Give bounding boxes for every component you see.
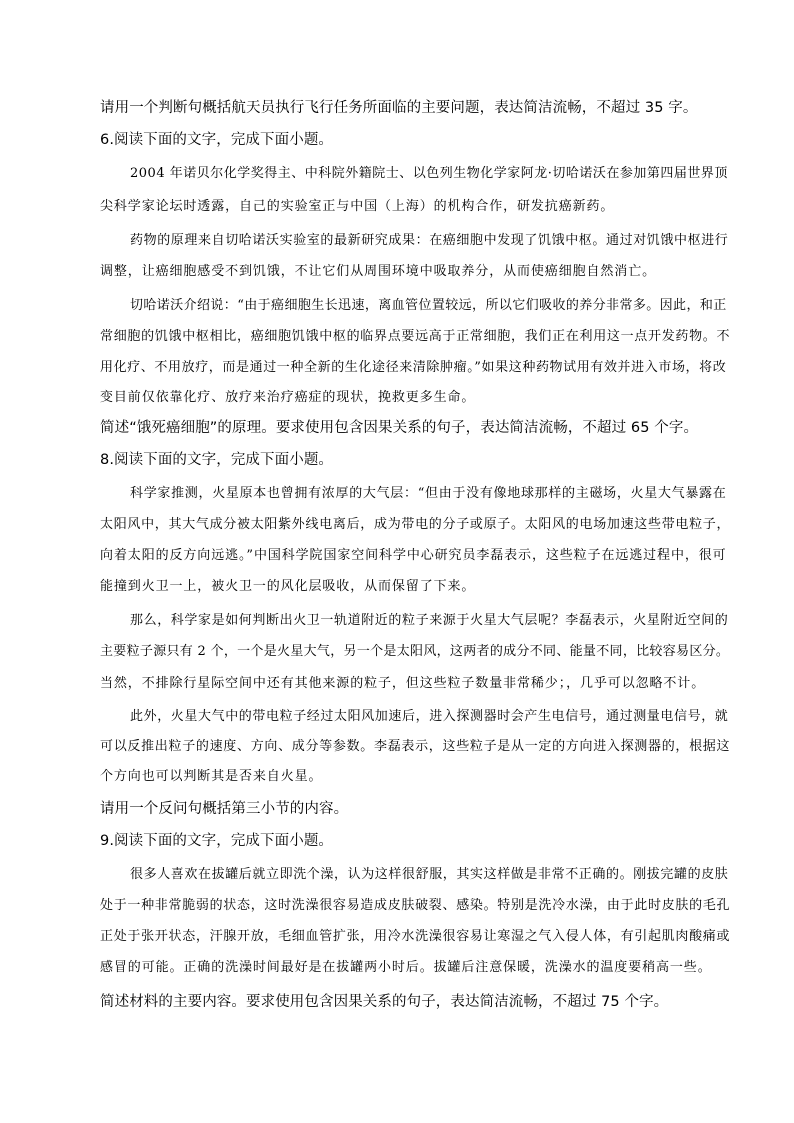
passage8-p1-line3: 向着太阳的反方向远逃。”中国科学院国家空间科学中心研究员李磊表示，这些粒子在远逃过程中，很可 — [100, 548, 727, 563]
q8-heading: 8.阅读下面的文字，完成下面小题。 — [100, 452, 334, 468]
passage9-p1-line3: 正处于张开状态，汗腺开放，毛细血管扩张，用冷水洗澡很容易让寒湿之气入侵人体，有引起肌肉酸痛或 — [100, 929, 731, 944]
q8-prompt: 请用一个反问句概括第三小节的内容。 — [100, 801, 349, 817]
q6-prompt: 简述“饿死癌细胞”的原理。要求使用包含因果关系的句子，表达简洁流畅，不超过 65 个字。 — [100, 420, 699, 436]
passage6-p1-line1: 2004 年诺贝尔化学奖得主、中科院外籍院士、以色列生物化学家阿龙·切哈诺沃在参加第四届世界顶 — [130, 166, 728, 181]
passage8-p2-line3: 当然，不排除行星际空间中还有其他来源的粒子，但这些粒子数量非常稀少；，几乎可以忽略不计。 — [100, 676, 706, 691]
passage9-p1-line1: 很多人喜欢在拔罐后就立即洗个澡，认为这样很舒服，其实这样做是非常不正确的。刚拔完罐的皮肤 — [130, 867, 729, 882]
passage8-p3-line1: 此外，火星大气中的带电粒子经过太阳风加速后，进入探测器时会产生电信号，通过测量电信号，就 — [130, 709, 729, 724]
q6-heading: 6.阅读下面的文字，完成下面小题。 — [100, 132, 334, 148]
passage8-p3-line2: 可以反推出粒子的速度、方向、成分等参数。李磊表示，这些粒子是从一定的方向进入探测器的，根据这 — [100, 739, 731, 754]
passage9-p1-line4: 感冒的可能。正确的洗澡时间最好是在拔罐两小时后。拔罐后注意保暖，洗澡水的温度要稍高一些。 — [100, 960, 712, 975]
passage6-p2-line1: 药物的原理来自切哈诺沃实验室的最新研究成果：在癌细胞中发现了饥饿中枢。通过对饥饿中枢进行 — [130, 233, 729, 248]
passage6-p3-line4: 变目前仅依靠化疗、放疗来治疗癌症的现状，挽救更多生命。 — [100, 390, 476, 405]
passage8-p1-line2: 太阳风中，其大气成分被太阳紫外线电离后，成为带电的分子或原子。太阳风的电场加速这些带电粒子， — [100, 517, 731, 532]
passage8-p2-line2: 主要粒子源只有 2 个，一个是火星大气，另一个是太阳风，这两者的成分不同、能量不同，比较容易区分。 — [100, 644, 730, 659]
passage6-p3-line2: 常细胞的饥饿中枢相比，癌细胞饥饿中枢的临界点要远高于正常细胞，我们正在利用这一点开发药物。不 — [100, 329, 731, 344]
passage8-p3-line3: 个方向也可以判断其是否来自火星。 — [100, 769, 323, 784]
passage6-p1-line2: 尖科学家论坛时透露，自己的实验室正与中国（上海）的机构合作，研发抗癌新药。 — [100, 199, 615, 214]
passage6-p2-line2: 调整，让癌细胞感受不到饥饿，不让它们从周围环境中吸取养分，从而使癌细胞自然消亡。 — [100, 264, 657, 279]
q9-prompt: 简述材料的主要内容。要求使用包含因果关系的句子，表达简洁流畅，不超过 75 个字。 — [100, 994, 669, 1010]
passage8-p1-line1: 科学家推测，火星原本也曾拥有浓厚的大气层：“但由于没有像地球那样的主磁场，火星大气暴露在 — [130, 486, 727, 501]
passage8-p2-line1: 那么，科学家是如何判断出火卫一轨道附近的粒子来源于火星大气层呢？李磊表示，火星附近空间的 — [130, 613, 729, 628]
q9-heading: 9.阅读下面的文字，完成下面小题。 — [100, 833, 334, 849]
passage6-p3-line3: 用化疗、不用放疗，而是通过一种全新的生化途径来清除肿瘤。”如果这种药物试用有效并进入市场，将改 — [100, 360, 727, 375]
passage8-p1-line4: 能撞到火卫一上，被火卫一的风化层吸收，从而保留了下来。 — [100, 579, 476, 594]
passage6-p3-line1: 切哈诺沃介绍说：“由于癌细胞生长迅速，离血管位置较远，所以它们吸收的养分非常多。因此，和正 — [130, 298, 727, 313]
q5-prompt: 请用一个判断句概括航天员执行飞行任务所面临的主要问题，表达简洁流畅，不超过 35 字。 — [100, 100, 698, 116]
passage9-p1-line2: 处于一种非常脆弱的状态，这时洗澡很容易造成皮肤破裂、感染。特别是洗冷水澡，由于此时皮肤的毛孔 — [100, 898, 731, 913]
